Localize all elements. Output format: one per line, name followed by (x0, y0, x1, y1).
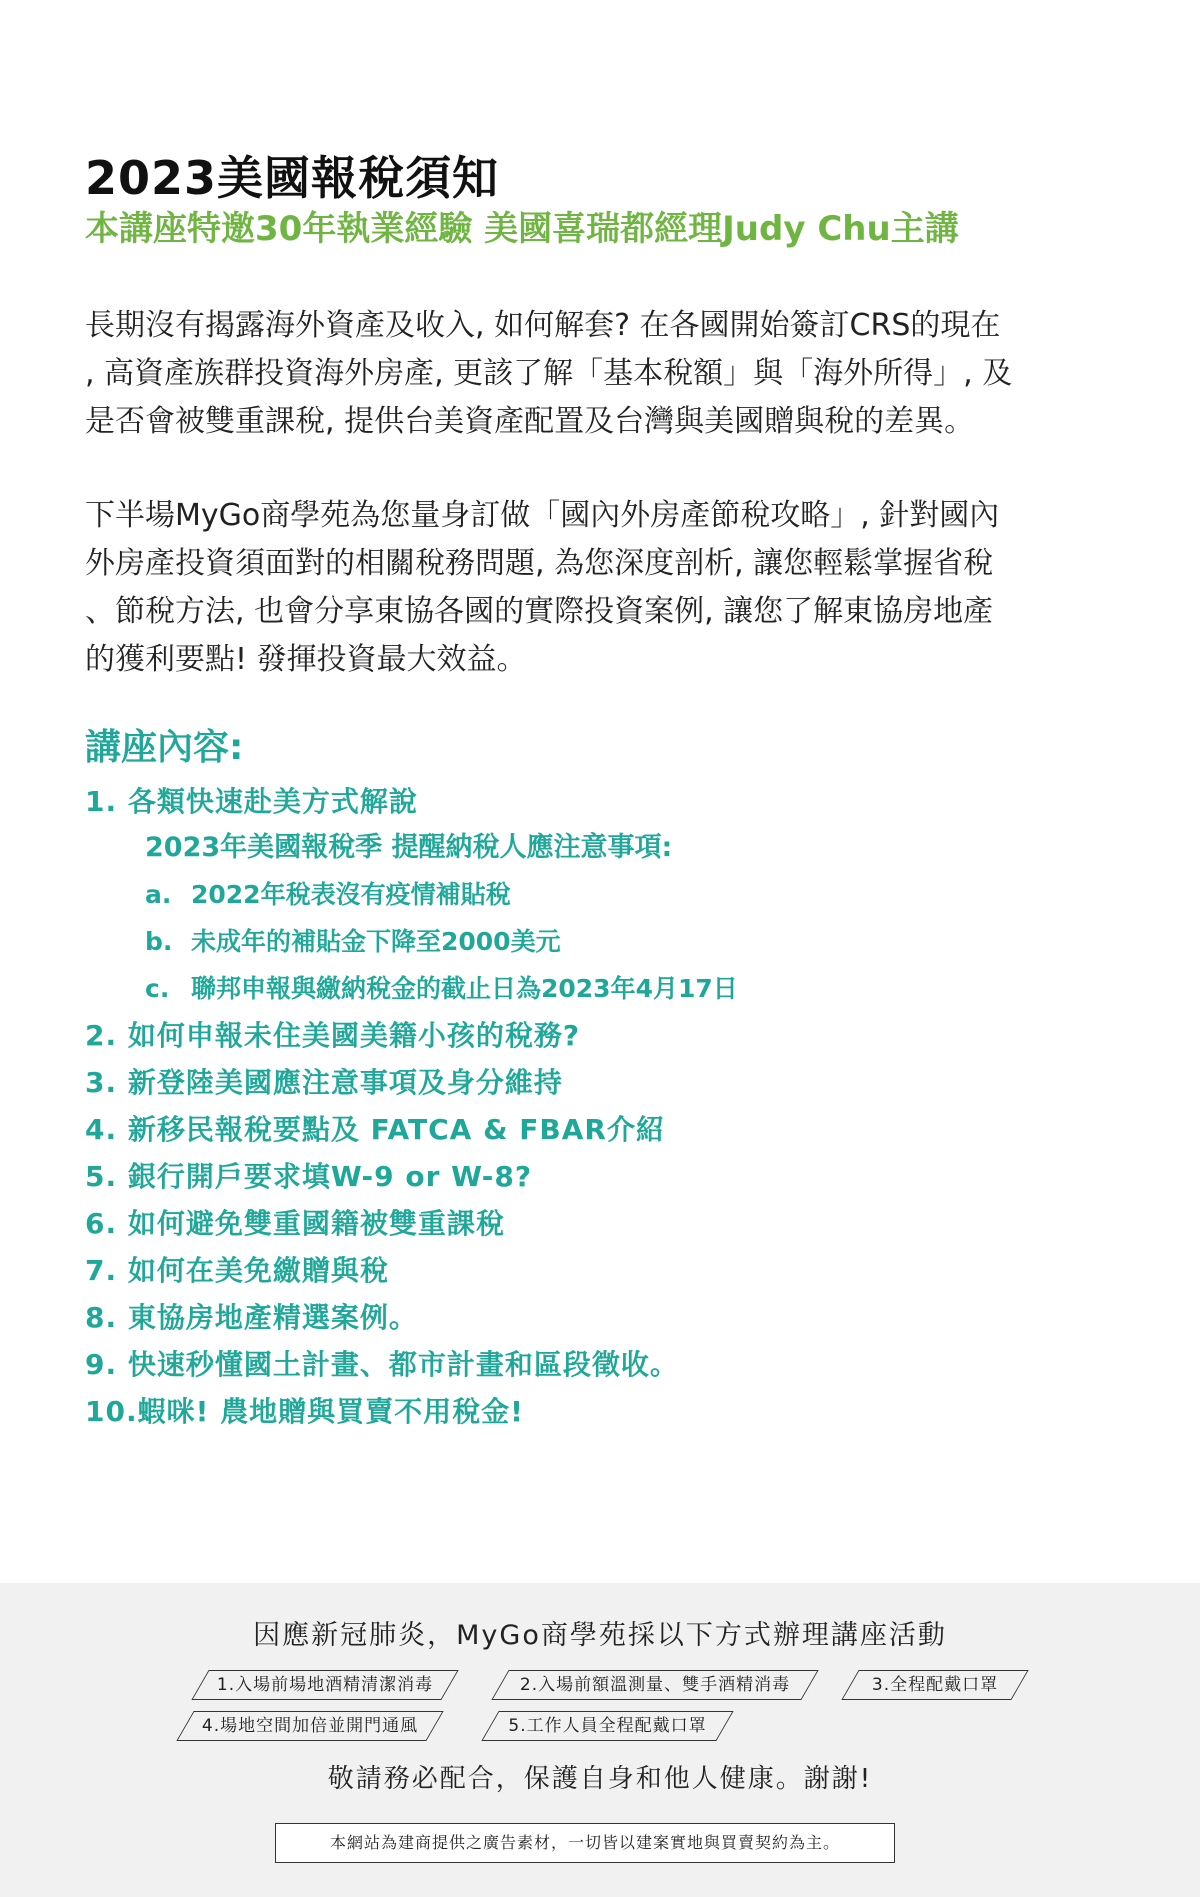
list-item: 3. 新登陸美國應注意事項及身分維持 (85, 1066, 563, 1099)
notice-thanks: 敬請務必配合，保護自身和他人健康。謝謝! (327, 1764, 873, 1794)
list-item: 10.蝦咪! 農地贈與買賣不用稅金! (85, 1395, 524, 1428)
intro-line: 外房產投資須面對的相關稅務問題, 為您深度剖析, 讓您輕鬆掌握省稅 (85, 546, 994, 581)
list-item: 9. 快速秒懂國土計畫、都市計畫和區段徵收。 (85, 1348, 679, 1381)
measure-tag (185, 1711, 435, 1741)
sub-section (85, 825, 1135, 1012)
intro-line: , 高資產族群投資海外房產, 更該了解「基本稅額」與「海外所得」, 及 (85, 356, 1013, 391)
intro-line: 的獲利要點! 發揮投資最大效益。 (85, 642, 527, 677)
content-heading: 講座內容: (85, 727, 244, 768)
measure-tag (200, 1670, 450, 1700)
measure-tag (850, 1670, 1020, 1700)
disclaimer-box: 本網站為建商提供之廣告素材，一切皆以建案實地與買賣契約為主。 (275, 1823, 895, 1863)
measure-label: 5.工作人員全程配戴口罩 (508, 1716, 707, 1736)
main-content (85, 150, 1135, 1435)
measure-tag (490, 1711, 725, 1741)
sub-heading: 2023年美國報稅季 提醒納稅人應注意事項: (145, 832, 673, 863)
notice-title: 因應新冠肺炎，MyGo商學苑採以下方式辦理講座活動 (253, 1620, 947, 1651)
intro-paragraph-2 (85, 492, 1135, 684)
measure-label: 3.全程配戴口罩 (871, 1675, 999, 1695)
list-item: 1. 各類快速赴美方式解說 (85, 785, 418, 818)
sub-item-text: 聯邦申報與繳納稅金的截止日為2023年4月17日 (191, 974, 738, 1003)
intro-paragraph-1 (85, 302, 1135, 446)
sub-item-text: 2022年稅表沒有疫情補貼稅 (191, 880, 511, 909)
intro-line: 長期沒有揭露海外資產及收入, 如何解套? 在各國開始簽訂CRS的現在 (85, 308, 1001, 343)
sub-list-item (85, 965, 1135, 1012)
measure-tag (500, 1670, 810, 1700)
list-item: 4. 新移民報稅要點及 FATCA & FBAR介紹 (85, 1113, 665, 1146)
page-title: 2023美國報稅須知 (85, 151, 500, 205)
list-item: 7. 如何在美免繳贈與稅 (85, 1254, 389, 1287)
sub-list (85, 871, 1135, 1012)
sub-list-item (85, 871, 1135, 918)
list-item: 2. 如何申報未住美國美籍小孩的稅務? (85, 1019, 581, 1052)
list-item: 8. 東協房地產精選案例。 (85, 1301, 418, 1334)
covid-notice-section (0, 1583, 1200, 1897)
measure-label: 1.入場前場地酒精清潔消毒 (216, 1675, 434, 1695)
list-item: 6. 如何避免雙重國籍被雙重課稅 (85, 1207, 505, 1240)
intro-line: 是否會被雙重課稅, 提供台美資產配置及台灣與美國贈與稅的差異。 (85, 404, 975, 439)
measure-label: 4.場地空間加倍並開門通風 (201, 1716, 419, 1736)
intro-line: 下半場MyGo商學苑為您量身訂做「國內外房產節稅攻略」, 針對國內 (85, 498, 1000, 533)
measure-label: 2.入場前額溫測量、雙手酒精消毒 (519, 1675, 791, 1695)
sub-item-letter: a. (145, 880, 172, 909)
sub-item-letter: b. (145, 927, 173, 956)
sub-item-letter: c. (145, 974, 170, 1003)
sub-item-text: 未成年的補貼金下降至2000美元 (191, 927, 561, 956)
intro-line: 、節稅方法, 也會分享東協各國的實際投資案例, 讓您了解東協房地產 (85, 594, 994, 629)
list-item: 5. 銀行開戶要求填W-9 or W-8? (85, 1160, 533, 1193)
content-list (85, 778, 1135, 1435)
page-subtitle: 本講座特邀30年執業經驗 美國喜瑞都經理Judy Chu主講 (85, 209, 959, 249)
sub-list-item (85, 918, 1135, 965)
